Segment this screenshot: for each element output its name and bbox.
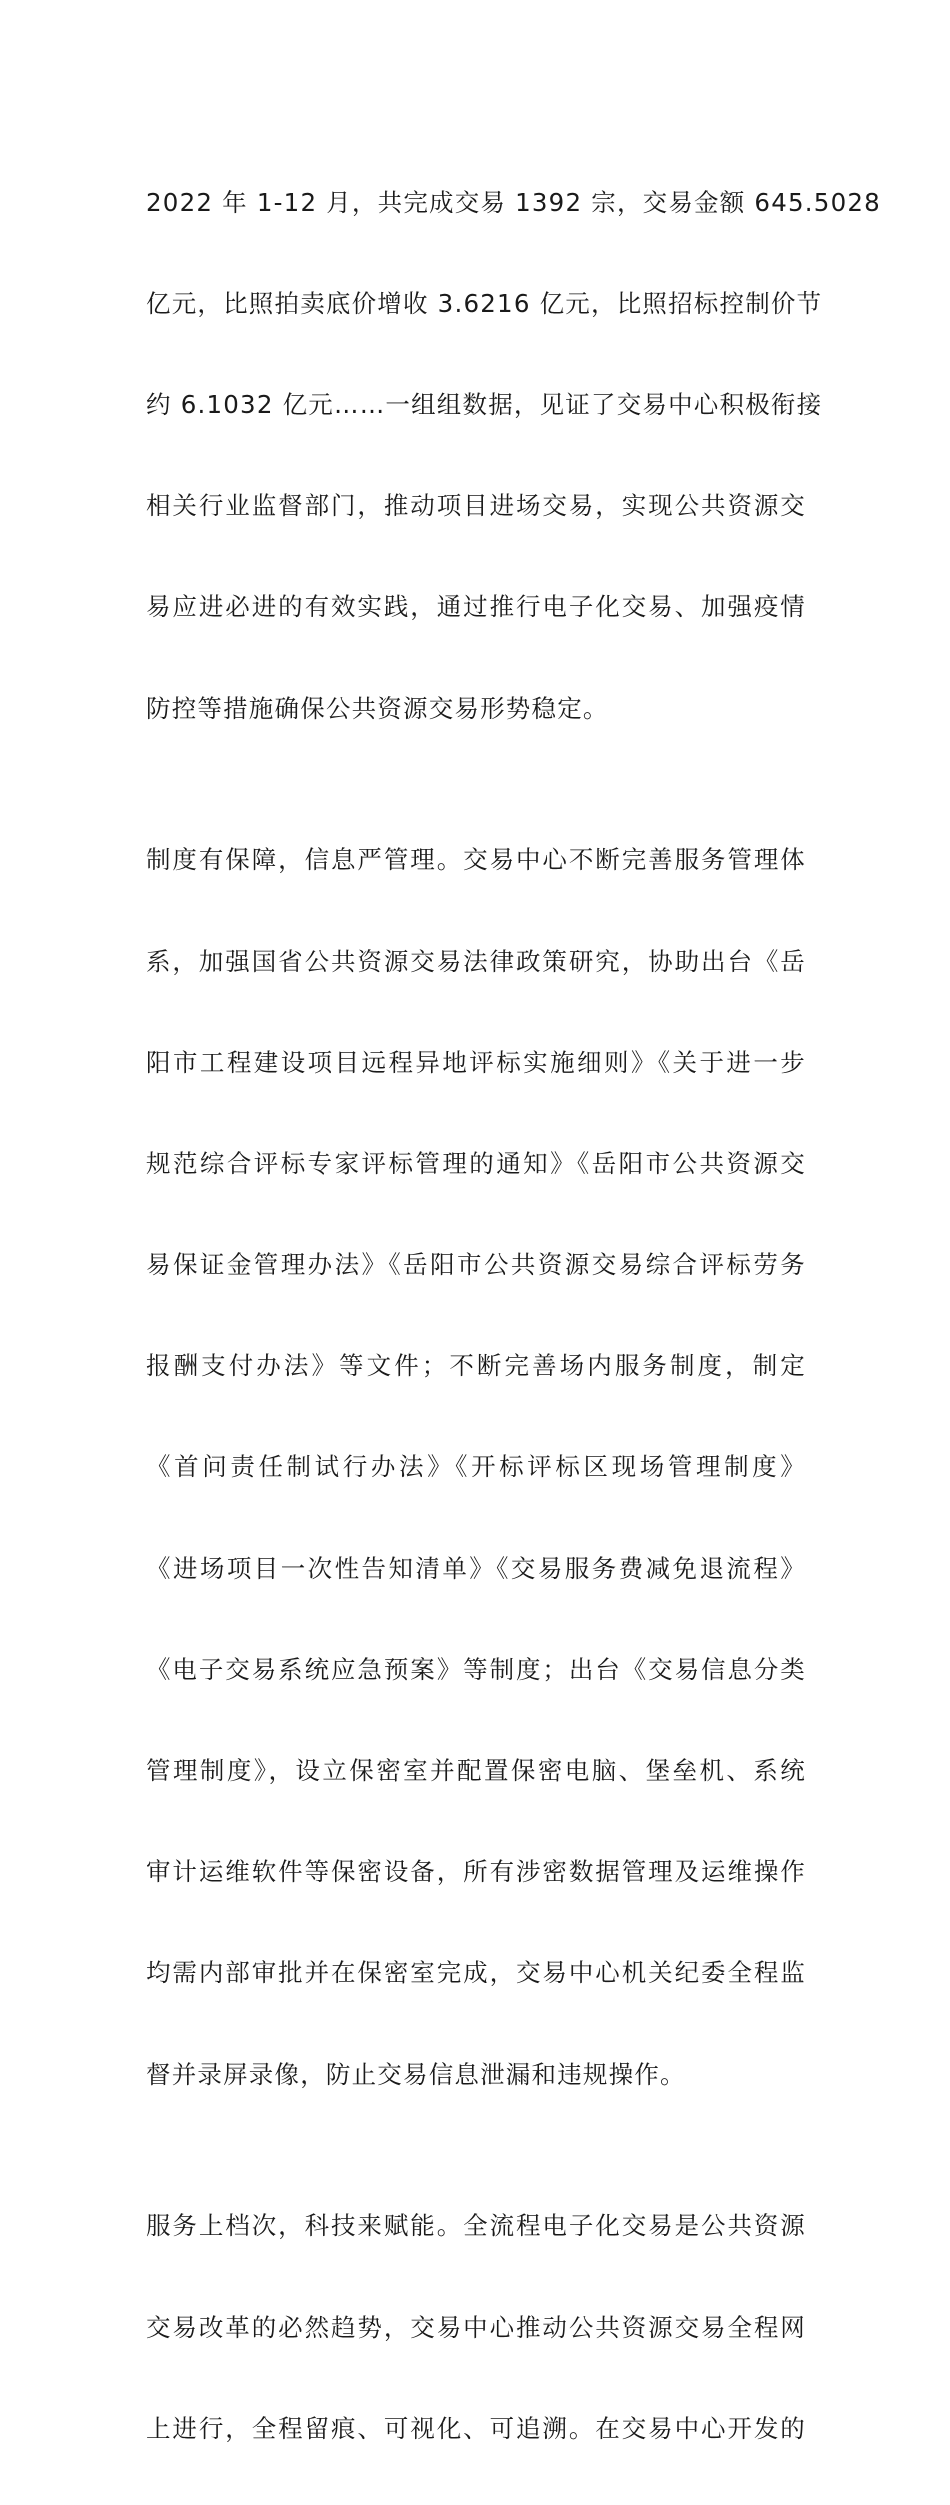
text-line: 亿元，比照拍卖底价增收 3.6216 亿元，比照招标控制价节 [146, 288, 823, 318]
text-line: 《进场项目一次性告知清单》《交易服务费减免退流程》 [146, 1553, 806, 1583]
text-line: 交易改革的必然趋势，交易中心推动公共资源交易全程网 [146, 2312, 806, 2342]
text-line: 防控等措施确保公共资源交易形势稳定。 [146, 693, 609, 723]
paragraph-system-management [146, 785, 806, 2151]
text-line: 审计运维软件等保密设备，所有涉密数据管理及运维操作 [146, 1857, 806, 1887]
text-line: 报酬支付办法》等文件；不断完善场内服务制度，制定 [146, 1351, 806, 1381]
text-line: 《首问责任制试行办法》《开标评标区现场管理制度》 [146, 1452, 806, 1482]
text-line: 2022 年 1-12 月，共完成交易 1392 宗，交易金额 645.5028 [146, 187, 881, 217]
paragraph-trade-statistics [146, 127, 881, 785]
text-line: 相关行业监督部门，推动项目进场交易，实现公共资源交 [146, 491, 806, 521]
text-line: 约 6.1032 亿元……一组组数据，见证了交易中心积极衔接 [146, 389, 823, 419]
text-line: 《电子交易系统应急预案》等制度；出台《交易信息分类 [146, 1654, 806, 1684]
document-body [146, 127, 881, 2505]
text-line: 易保证金管理办法》《岳阳市公共资源交易综合评标劳务 [146, 1250, 806, 1280]
text-line: 服务上档次，科技来赋能。全流程电子化交易是公共资源 [146, 2211, 806, 2241]
text-line: 均需内部审批并在保密室完成，交易中心机关纪委全程监 [146, 1958, 806, 1988]
paragraph-service-technology [146, 2151, 806, 2505]
text-line: 系，加强国省公共资源交易法律政策研究，协助出台《岳 [146, 946, 806, 976]
text-line: 阳市工程建设项目远程异地评标实施细则》《关于进一步 [146, 1047, 806, 1077]
text-line: 规范综合评标专家评标管理的通知》《岳阳市公共资源交 [146, 1148, 806, 1178]
text-line: 易应进必进的有效实践，通过推行电子化交易、加强疫情 [146, 592, 806, 622]
text-line: 管理制度》，设立保密室并配置保密电脑、堡垒机、系统 [146, 1756, 806, 1785]
text-line: 上进行，全程留痕、可视化、可追溯。在交易中心开发的 [146, 2413, 806, 2443]
text-line: 督并录屏录像，防止交易信息泄漏和违规操作。 [146, 2059, 686, 2089]
text-line: 制度有保障，信息严管理。交易中心不断完善服务管理体 [146, 845, 806, 875]
